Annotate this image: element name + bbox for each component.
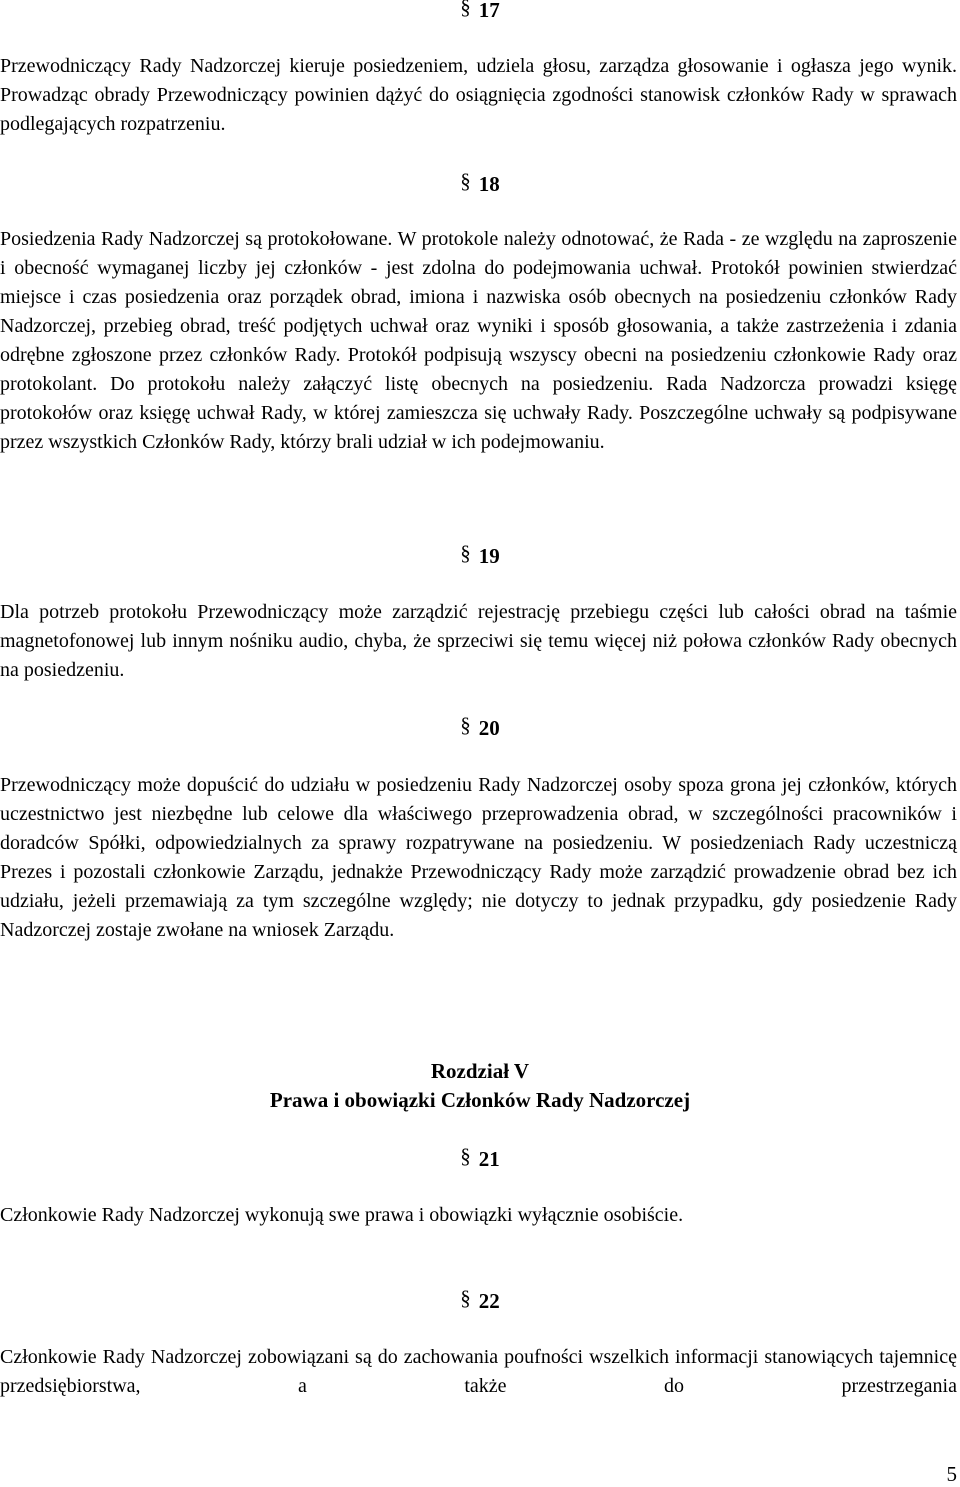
section-symbol: § <box>460 713 471 737</box>
chapter-title: Rozdział V <box>430 1059 530 1083</box>
section-22-paragraph: Członkowie Rady Nadzorczej zobowiązani są do zachowania poufności wszelkich informacji stanowiących tajemnicę przedsiębiorstwa, a także do przestrzegania <box>0 1346 957 1397</box>
page-number: 5 <box>946 1462 957 1486</box>
section-number: 17 <box>478 0 500 22</box>
chapter-subtitle: Prawa i obowiązki Członków Rady Nadzorczej <box>269 1088 691 1112</box>
section-number: 18 <box>478 172 500 196</box>
section-heading-18 <box>0 169 960 196</box>
section-19-paragraph: Dla potrzeb protokołu Przewodniczący może zarządzić rejestrację przebiegu części lub całości obrad na taśmie magnetofonowej lub innym nośniku audio, chyba, że sprzeciwi się temu więcej niż połowa członków Rady obecnych na posiedzeniu. <box>0 601 957 681</box>
section-17-paragraph: Przewodniczący Rady Nadzorczej kieruje posiedzeniem, udziela głosu, zarządza głosowanie i ogłasza jego wynik. Prowadząc obrady Przewodniczący powinien dążyć do osiągnięcia zgodności stanowisk członków Rady w sprawach podlegających rozpatrzeniu. <box>0 55 957 135</box>
section-heading-17 <box>0 0 960 22</box>
section-20-paragraph: Przewodniczący może dopuścić do udziału w posiedzeniu Rady Nadzorczej osoby spoza grona jej członków, których uczestnictwo jest niezbędne lub celowe dla właściwego przeprowadzenia obrad, w szczególności pracowników i doradców Spółki, odpowiedzialnych za sprawy rozpatrywane na posiedzeniu. W posiedzeniach Rady uczestniczą Prezes i pozostali członkowie Zarządu, jednakże Przewodniczący Rady może zarządzić prowadzenie obrad bez ich udziału, jeżeli przemawiają za tym szczególne względy; nie dotyczy to jednak przypadku, gdy posiedzenie Rady Nadzorczej zostaje zwołane na wniosek Zarządu. <box>0 774 957 941</box>
section-heading-21 <box>0 1144 960 1171</box>
section-18-paragraph: Posiedzenia Rady Nadzorczej są protokołowane. W protokole należy odnotować, że Rada - ze względu na zaproszenie i obecność wymaganej liczby jej członków - jest zdolna do podejmowania uchwał. Protokół powinien stwierdzać miejsce i czas posiedzenia oraz porządek obrad, imiona i nazwiska osób obecnych na posiedzeniu członków Rady Nadzorczej, przebieg obrad, treść podjętych uchwał oraz wyniki i sposób głosowania, a także zastrzeżenia i zdania odrębne zgłoszone przez członków Rady. Protokół podpisują wszyscy obecni na posiedzeniu członkowie Rady oraz protokolant. Do protokołu należy załączyć listę obecnych na posiedzeniu. Rada Nadzorcza prowadzi księgę protokołów oraz księgę uchwał Rady, w której zamieszcza się uchwały Rady. Poszczególne uchwały są podpisywane przez wszystkich Członków Rady, którzy brali udział w ich podejmowaniu. <box>0 228 957 453</box>
section-symbol: § <box>460 169 471 193</box>
section-symbol: § <box>460 1144 471 1168</box>
section-number: 19 <box>478 544 500 568</box>
section-heading-22 <box>0 1286 960 1313</box>
section-number: 20 <box>478 716 500 740</box>
section-21-paragraph: Członkowie Rady Nadzorczej wykonują swe prawa i obowiązki wyłącznie osobiście. <box>0 1204 684 1226</box>
section-number: 21 <box>478 1147 500 1171</box>
section-symbol: § <box>460 1286 471 1310</box>
section-heading-20 <box>0 713 960 740</box>
section-heading-19 <box>0 541 960 568</box>
section-symbol: § <box>460 0 471 19</box>
section-number: 22 <box>478 1289 500 1313</box>
section-symbol: § <box>460 541 471 565</box>
